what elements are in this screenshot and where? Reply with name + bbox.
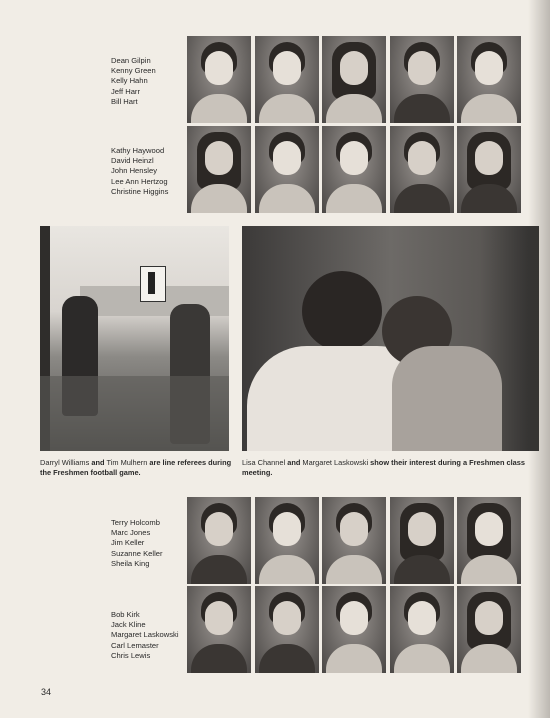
name-list-group-4 [111,610,179,661]
student-portrait [187,126,251,213]
name-list-group-2 [111,146,168,197]
student-portrait [322,497,386,584]
portrait-row-group-1 [187,36,521,123]
student-portrait [187,586,251,673]
student-name: Jack Kline [111,620,146,630]
student-name: Carl Lemaster [111,640,159,650]
student-name: Kathy Haywood [111,146,165,155]
football-referees-photo [40,226,229,451]
caption-text: are line referees during the Freshmen football game. [40,458,232,478]
class-meeting-photo [242,226,539,451]
portrait-row-group-2 [187,126,521,213]
student-portrait [390,126,454,213]
student-portrait [322,586,386,673]
student-portrait [390,497,454,584]
caption-person: Darryl Williams [40,458,90,467]
photo-caption-meeting [242,458,528,479]
page-edge-shadow [528,0,550,718]
student-portrait [322,126,386,213]
student-name: Bob Kirk [111,610,140,619]
student-portrait [255,497,319,584]
student-name: Marc Jones [111,528,151,538]
caption-person: Margaret Laskowski [302,458,369,467]
student-name: Suzanne Keller [111,548,163,558]
student-portrait [255,586,319,673]
caption-person: Lisa Channel [242,458,286,467]
student-name: Kelly Hahn [111,76,148,86]
student-name: David Heinzl [111,156,154,166]
portrait-row-group-3 [187,497,521,584]
name-list-group-3 [111,518,163,569]
student-portrait [390,36,454,123]
caption-text: and [285,458,303,467]
student-portrait [187,497,251,584]
student-portrait [457,36,521,123]
student-name: Sheila King [111,558,150,568]
student-portrait [322,36,386,123]
photo-caption-football [40,458,234,479]
student-name: Christine Higgins [111,186,169,196]
student-name: Jeff Harr [111,86,140,96]
student-portrait [390,586,454,673]
student-name: Terry Holcomb [111,518,160,527]
student-name: Dean Gilpin [111,56,151,65]
student-portrait [255,36,319,123]
student-portrait [457,586,521,673]
student-name: Kenny Green [111,66,156,76]
caption-text: and [89,458,107,467]
student-portrait [457,126,521,213]
student-name: Chris Lewis [111,650,151,660]
student-name: Margaret Laskowski [111,630,179,640]
student-name: Jim Keller [111,538,145,548]
name-list-group-1 [111,56,156,107]
student-portrait [457,497,521,584]
portrait-row-group-4 [187,586,521,673]
page-number: 34 [41,687,52,697]
caption-person: Tim Mulhern [106,458,148,467]
student-portrait [187,36,251,123]
student-portrait [255,126,319,213]
student-name: Lee Ann Hertzog [111,176,168,186]
caption-text: show their interest during a Freshmen class meeting. [242,458,526,478]
student-name: Bill Hart [111,96,138,106]
student-name: John Hensley [111,166,158,176]
